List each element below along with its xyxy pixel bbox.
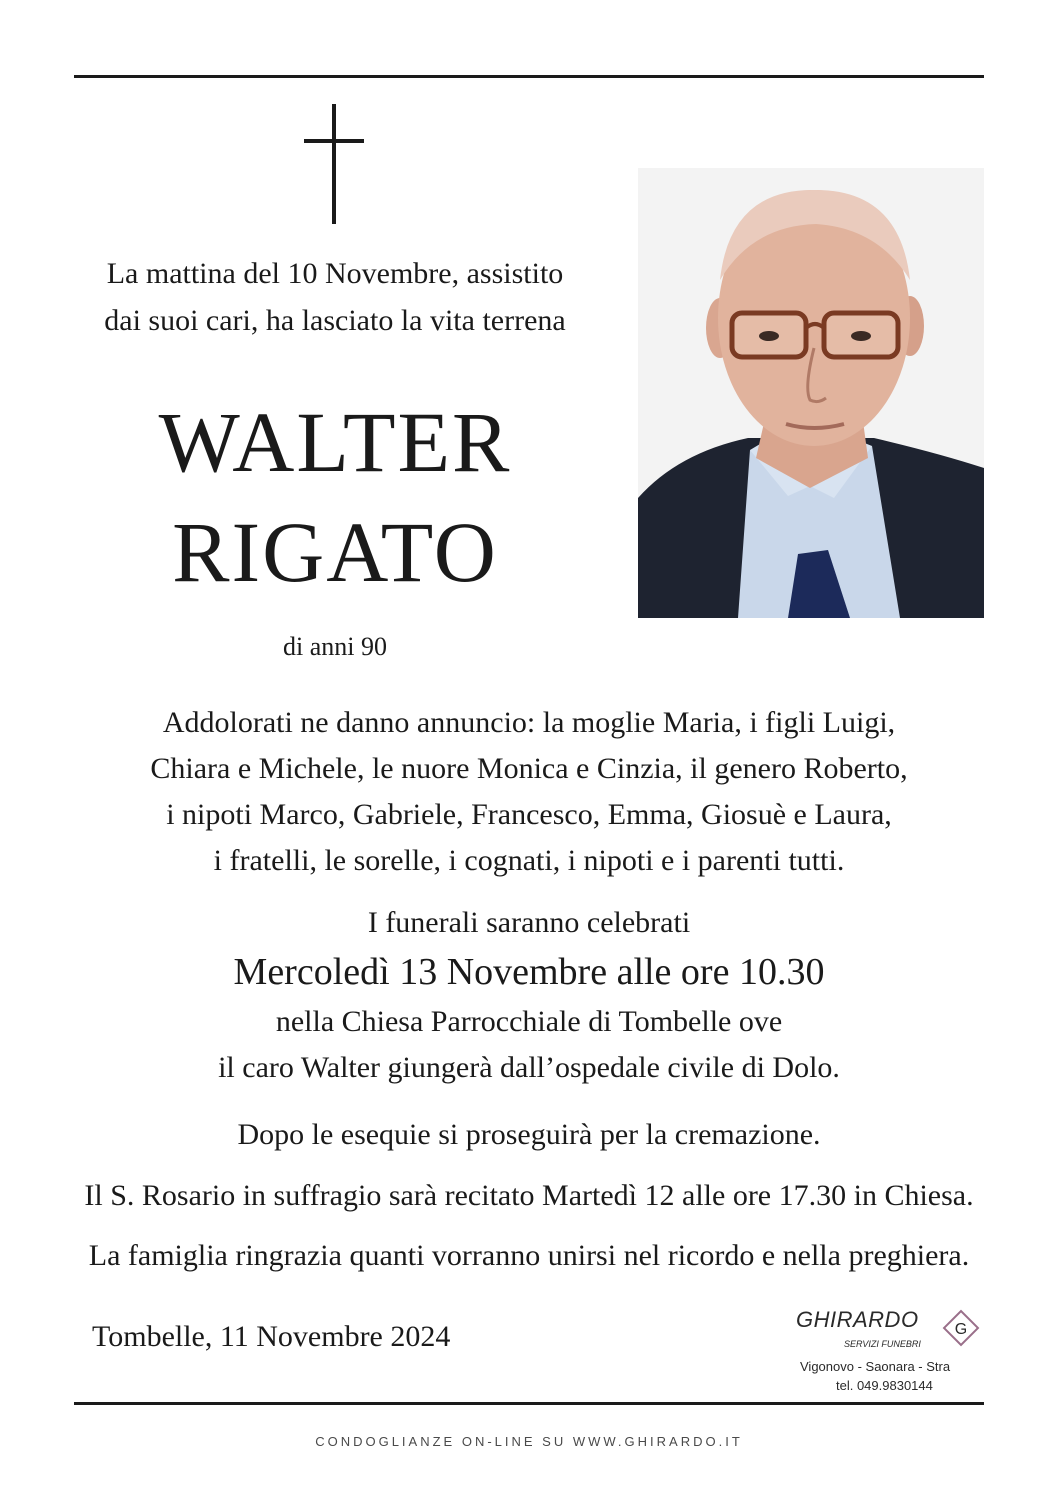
intro-line-1: La mattina del 10 Novembre, assistito: [106, 257, 564, 290]
cross-icon: [304, 104, 364, 224]
announcement-line-1: Addolorati ne danno annuncio: la moglie Maria, i figli Luigi,: [162, 706, 896, 739]
announcement-line-4: i fratelli, le sorelle, i cognati, i nipoti e i parenti tutti.: [213, 844, 845, 877]
rosary-note: Il S. Rosario in suffragio sarà recitato Martedì 12 alle ore 17.30 in Chiesa.: [84, 1179, 974, 1212]
funeral-arrival: il caro Walter giungerà dall’ospedale civile di Dolo.: [218, 1051, 840, 1084]
deceased-first-name: WALTER: [158, 394, 512, 490]
announcement-line-3: i nipoti Marco, Gabriele, Francesco, Emma, Giosuè e Laura,: [166, 798, 892, 831]
funeral-location: nella Chiesa Parrocchiale di Tombelle ove: [275, 1005, 783, 1038]
funeral-date-time: Mercoledì 13 Novembre alle ore 10.30: [233, 951, 825, 993]
announcement-line-2: Chiara e Michele, le nuore Monica e Cinzia, il genero Roberto,: [150, 752, 908, 785]
monogram-letter: G: [954, 1321, 968, 1338]
top-divider: [74, 75, 984, 78]
funeral-intro: I funerali saranno celebrati: [367, 906, 691, 939]
monogram-icon: [941, 1308, 981, 1348]
deceased-portrait: [638, 168, 984, 618]
funeral-home-subtitle: SERVIZI FUNEBRI: [844, 1339, 921, 1349]
deceased-age: di anni 90: [283, 632, 387, 661]
cremation-note: Dopo le esequie si proseguirà per la cremazione.: [237, 1118, 821, 1151]
funeral-home-phone: tel. 049.9830144: [836, 1378, 933, 1393]
bottom-divider: [74, 1402, 984, 1405]
funeral-home-locations: Vigonovo - Saonara - Stra: [800, 1359, 951, 1374]
funeral-home-name: GHIRARDO: [796, 1307, 919, 1332]
thanks-note: La famiglia ringrazia quanti vorranno unirsi nel ricordo e nella preghiera.: [88, 1239, 970, 1272]
place-date: Tombelle, 11 Novembre 2024: [92, 1320, 451, 1353]
deceased-last-name: RIGATO: [172, 504, 498, 600]
footer-condolences: CONDOGLIANZE ON-LINE SU WWW.GHIRARDO.IT: [315, 1434, 743, 1449]
intro-line-2: dai suoi cari, ha lasciato la vita terrena: [104, 304, 566, 337]
funeral-home-logo: [790, 1305, 990, 1400]
